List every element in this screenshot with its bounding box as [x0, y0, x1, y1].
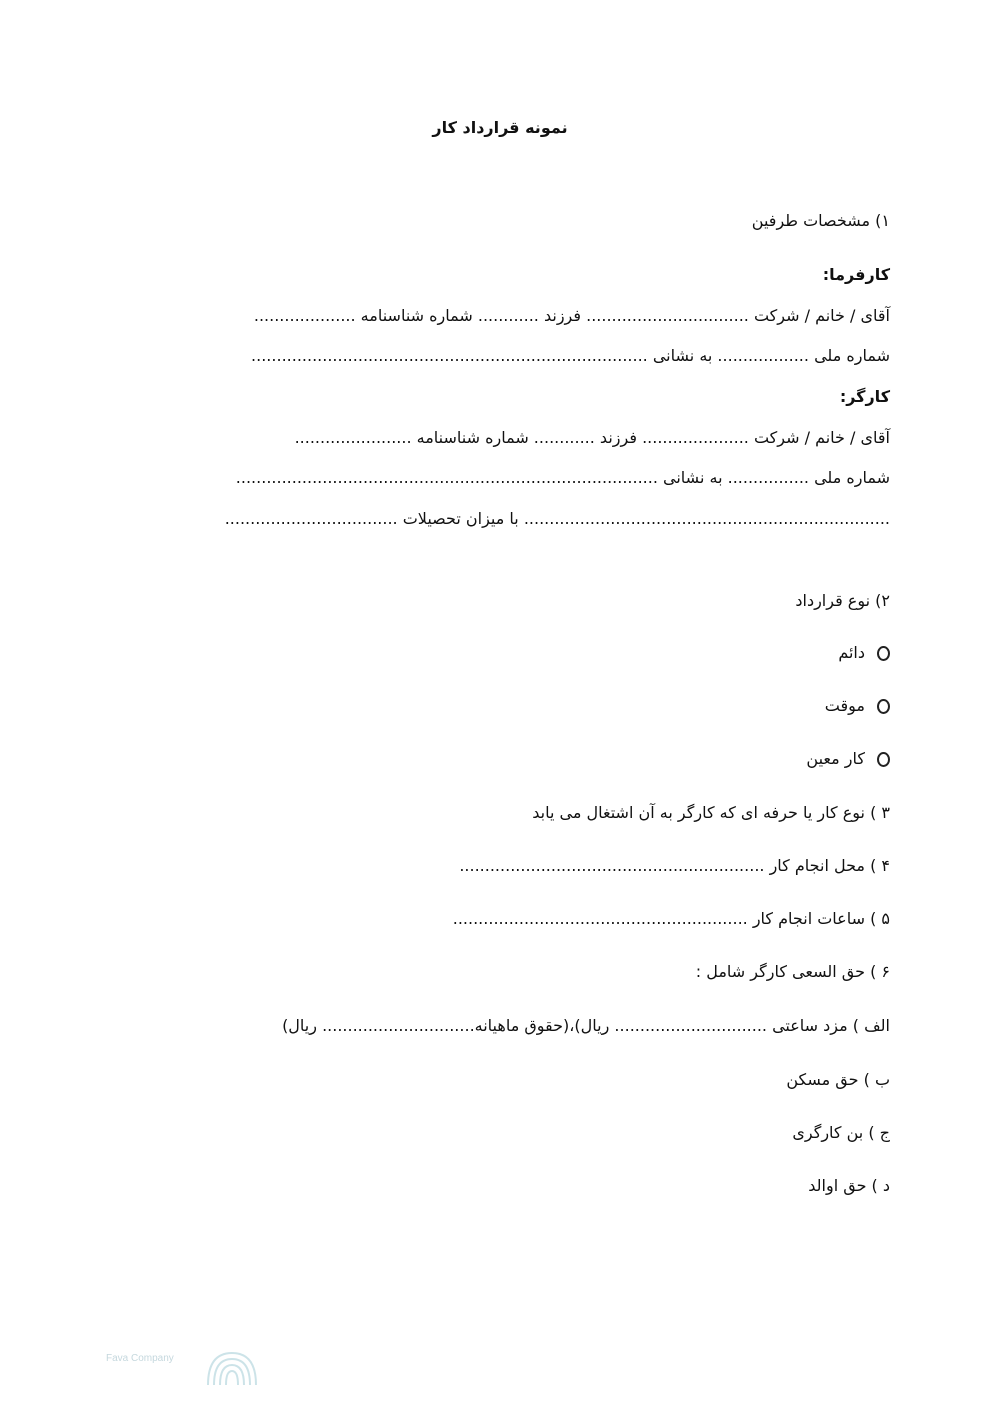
radio-circle-icon [877, 752, 890, 767]
worker-label: کارگر: [839, 387, 890, 406]
contract-type-option-permanent[interactable]: دائم [838, 642, 890, 664]
worker-line-3: ........................................................................ با میزان تحصیلات .................................. [224, 509, 890, 528]
section1-heading: ۱) مشخصات طرفین [751, 211, 890, 230]
document-title: نمونه قرارداد کار [432, 118, 568, 137]
contract-type-option-temporary[interactable]: موقت [825, 695, 890, 717]
watermark-text: Fava Company [106, 1353, 174, 1364]
wage-item-b: ب ) حق مسکن [786, 1070, 890, 1089]
radio-circle-icon [877, 646, 890, 661]
section6-heading: ۶ ) حق السعی کارگر شامل : [695, 962, 890, 981]
section4-text: ۴ ) محل انجام کار ............................................................ [459, 856, 890, 875]
section5-text: ۵ ) ساعات انجام کار .......................................................... [452, 909, 890, 928]
wage-item-a: الف ) مزد ساعتی .............................. ریال)،(حقوق ماهیانه.............................. ریال) [282, 1016, 890, 1035]
employer-label: کارفرما: [822, 265, 890, 284]
wage-item-d: د ) حق اوالد [808, 1176, 890, 1195]
fingerprint-icon [202, 1345, 262, 1387]
wage-item-c: ج ) بن کارگری [792, 1123, 890, 1142]
radio-circle-icon [877, 699, 890, 714]
section3-text: ۳ ) نوع کار یا حرفه ای که کارگر به آن اشتغال می یابد [532, 803, 890, 822]
contract-type-option-specific-work[interactable]: کار معین [806, 748, 890, 770]
employer-line-1: آقای / خانم / شرکت ................................ فرزند ............ شماره شناسنامه .................... [253, 306, 890, 325]
watermark-logo [42, 1345, 262, 1390]
section2-heading: ۲) نوع قرارداد [795, 591, 890, 610]
worker-line-1: آقای / خانم / شرکت ..................... فرزند ............ شماره شناسنامه ....................... [294, 428, 890, 447]
employer-line-2: شماره ملی .................. به نشانی .............................................................................. [251, 346, 890, 365]
worker-line-2: شماره ملی ................ به نشانی ................................................................................... [235, 468, 890, 487]
